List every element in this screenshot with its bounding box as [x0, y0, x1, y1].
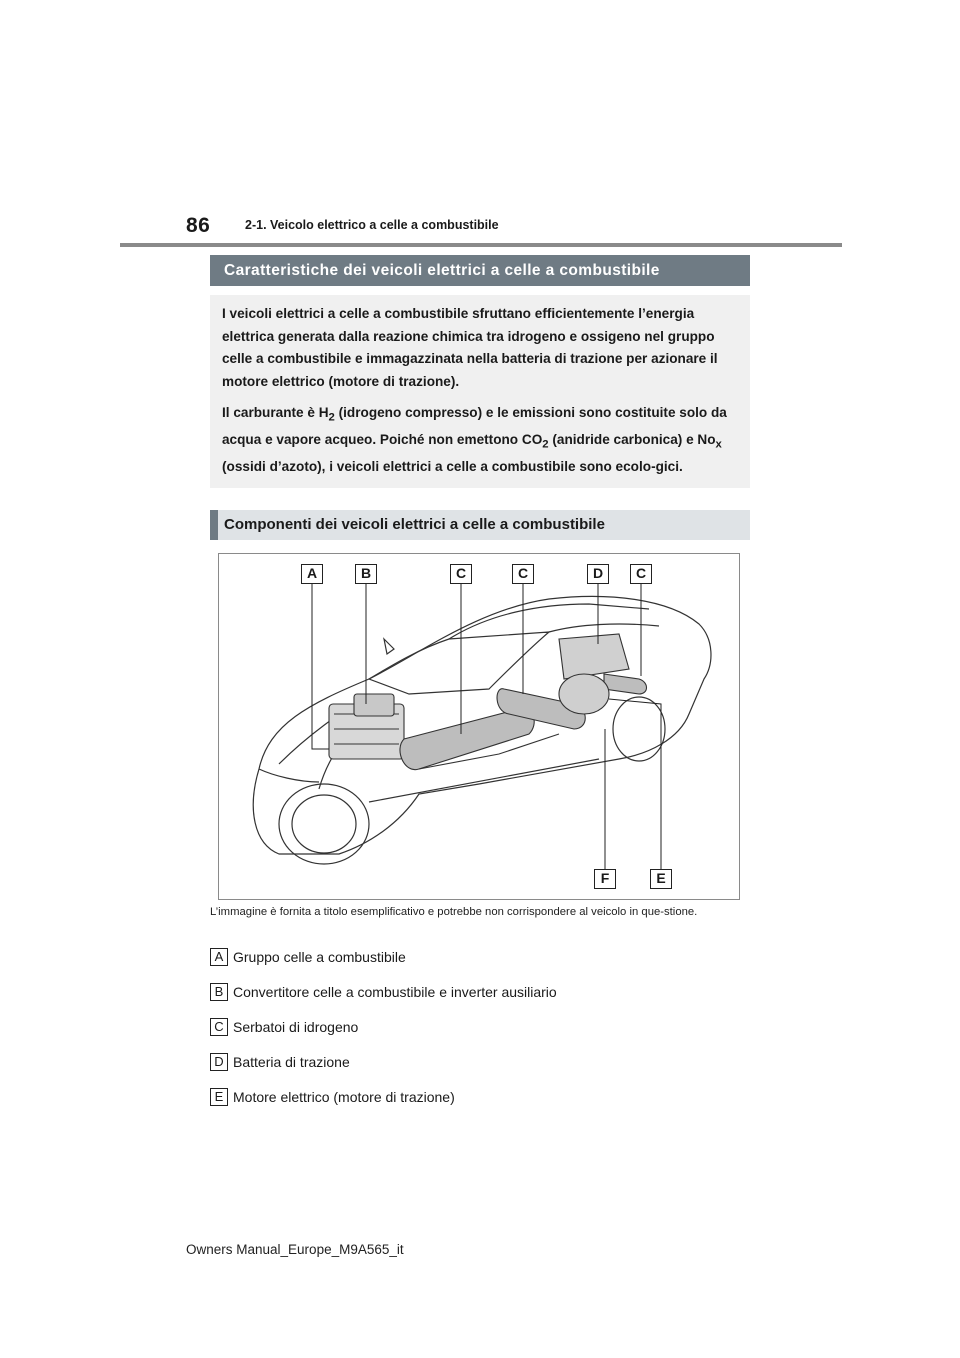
legend-key: E	[210, 1088, 228, 1106]
callout-e: E	[650, 869, 672, 889]
legend-item-b	[210, 982, 557, 1002]
legend-item-a	[210, 947, 406, 967]
leader-e	[609, 699, 661, 869]
callout-f: F	[594, 869, 616, 889]
callout-b: B	[355, 564, 377, 584]
legend-key: A	[210, 948, 228, 966]
figure-caption: L’immagine è fornita a titolo esemplificativo e potrebbe non corrispondere al veicolo in que-stione.	[210, 906, 698, 918]
electric-motor	[559, 674, 609, 714]
intro-box	[210, 295, 750, 488]
callout-c2: C	[512, 564, 534, 584]
legend-label: Serbatoi di idrogeno	[233, 1019, 359, 1035]
traction-battery	[559, 634, 629, 679]
rear-wheel	[613, 697, 665, 761]
callout-c1: C	[450, 564, 472, 584]
intro-paragraph-1: I veicoli elettrici a celle a combustibile sfruttano efficientemente l’energia elettrica generata dalla reazione chimica tra idrogeno e ossigeno nel gruppo celle a combustibile e immagazzinata nella batteria di trazione per azionare il motore elettrico (motore di trazione).	[222, 306, 718, 389]
legend-key: C	[210, 1018, 228, 1036]
page-number: 86	[186, 214, 211, 237]
header-rule	[120, 243, 842, 247]
legend-key: D	[210, 1053, 228, 1071]
callout-d: D	[587, 564, 609, 584]
footer-manual-id: Owners Manual_Europe_M9A565_it	[186, 1242, 404, 1257]
callout-a: A	[301, 564, 323, 584]
fc-converter	[354, 694, 394, 716]
legend-item-d	[210, 1052, 350, 1072]
leader-a	[312, 584, 329, 749]
section-title-characteristics: Caratteristiche dei veicoli elettrici a celle a combustibile	[210, 255, 750, 286]
car-illustration	[219, 554, 739, 899]
section-title-components: Componenti dei veicoli elettrici a celle a combustibile	[210, 510, 750, 540]
legend-item-e	[210, 1087, 455, 1107]
callout-c3: C	[630, 564, 652, 584]
legend-label: Gruppo celle a combustibile	[233, 949, 406, 965]
legend-item-c	[210, 1017, 358, 1037]
windshield	[369, 632, 549, 694]
legend-label: Convertitore celle a combustibile e inverter ausiliario	[233, 984, 557, 1000]
hydrogen-tank-rear	[604, 674, 647, 694]
legend-key: B	[210, 983, 228, 1001]
legend-label: Batteria di trazione	[233, 1054, 350, 1070]
running-header: 2-1. Veicolo elettrico a celle a combustibile	[245, 218, 499, 232]
legend-label: Motore elettrico (motore di trazione)	[233, 1089, 455, 1105]
vehicle-components-figure	[218, 553, 740, 900]
intro-paragraph-2: Il carburante è $H_2$ (idrogeno compresso) e le emissioni sono costituite solo da acqua e vapore acqueo. Poiché non emettono $CO_2$ (anidride carbonica) e $No_x$ (ossidi d’azoto), i veicoli elettrici a celle a combustibile sono ecolo-gici.	[222, 405, 727, 475]
